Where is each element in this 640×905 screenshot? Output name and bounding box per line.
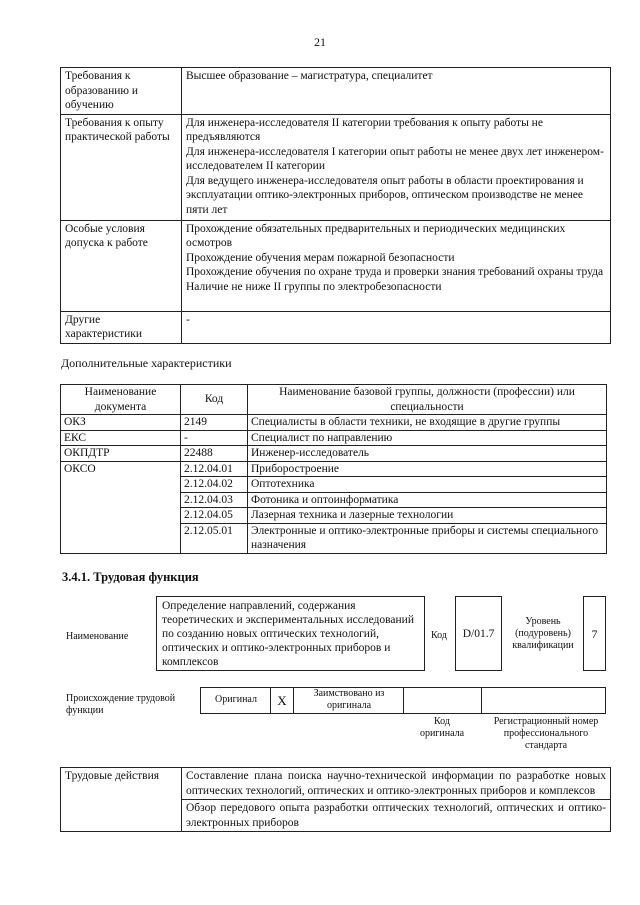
- reg-number-caption: Регистрационный номер профессионального стандарта: [493, 716, 599, 751]
- cell-document: ЕКС: [61, 430, 181, 446]
- code-label: Код: [431, 630, 447, 641]
- cell-name: Фотоника и оптоинформатика: [248, 492, 607, 508]
- table-row: [61, 430, 607, 446]
- table-row: [61, 68, 611, 115]
- actions-label: Трудовые действия: [61, 768, 182, 832]
- cell-code: 2.12.05.01: [181, 523, 248, 553]
- cell-code: 2.12.04.05: [181, 508, 248, 524]
- col-header-document: Наименование документа: [61, 385, 181, 415]
- table-row: [61, 415, 607, 431]
- row-value: [182, 68, 611, 115]
- original-mark: X: [270, 687, 294, 714]
- value-line: Для ведущего инженера-исследователя опыт работы в области проектирования и эксплуатации оптико-электронных приборов, оптическом производстве не менее пяти лет: [186, 174, 584, 216]
- value-line: Прохождение обязательных предварительных и периодических медицинских осмотров: [186, 222, 566, 249]
- original-label: Оригинал: [215, 694, 257, 705]
- col-header-code: Код: [181, 385, 248, 415]
- value-line: Наличие не ниже II группы по электробезопасности: [186, 280, 442, 293]
- level-label: Уровень (подуровень) квалификации: [512, 616, 574, 651]
- cell-name: Оптотехника: [248, 477, 607, 493]
- actions-table: [60, 767, 611, 832]
- row-label: Требования к опыту практической работы: [61, 114, 182, 220]
- name-label: Наименование: [66, 631, 129, 642]
- action-item: Обзор передового опыта разработки оптических технологий, оптических и оптико-электронных приборов: [182, 800, 611, 832]
- table-row: [61, 446, 607, 462]
- cell-code: -: [181, 430, 248, 446]
- cell-code: 2.12.04.01: [181, 461, 248, 477]
- cell-code: 2149: [181, 415, 248, 431]
- value-line: -: [186, 313, 190, 326]
- code-original-caption: Код оригинала: [419, 716, 465, 739]
- table-row: [61, 220, 611, 311]
- value-line: Для инженера-исследователя II категории требования к опыту работы не предъявляются: [186, 116, 543, 143]
- table-row: [61, 114, 611, 220]
- value-line: Прохождение обучения по охране труда и проверки знания требований охраны труда: [186, 266, 604, 278]
- cell-name: Специалист по направлению: [248, 430, 607, 446]
- code-value: D/01.7: [462, 628, 495, 640]
- function-name-value: Определение направлений, содержания теоретических и экспериментальных исследований по созданию новых оптических технологий, оптических и оптико-электронных приборов и комплексов: [162, 600, 414, 668]
- additional-table: [60, 384, 607, 554]
- cell-name: Электронные и оптико-электронные приборы и системы специального назначения: [248, 523, 607, 553]
- level-value: 7: [591, 627, 598, 641]
- cell-name: Специалисты в области техники, не входящие в другие группы: [248, 415, 607, 431]
- origin-label: Происхождение трудовой функции: [66, 693, 176, 716]
- value-line: Для инженера-исследователя I категории опыт работы не менее двух лет инженером-исследователем II категории: [186, 145, 604, 172]
- code-original-cell: [403, 687, 482, 714]
- table-row: [61, 461, 607, 477]
- requirements-table: [60, 67, 611, 344]
- additional-title: Дополнительные характеристики: [61, 356, 232, 370]
- value-line: Высшее образование – магистратура, специалитет: [186, 70, 433, 82]
- col-header-name: Наименование базовой группы, должности (профессии) или специальности: [248, 385, 607, 415]
- cell-document: ОКПДТР: [61, 446, 181, 462]
- section-title: 3.4.1. Трудовая функция: [62, 570, 199, 584]
- cell-document: ОКСО: [61, 461, 181, 553]
- cell-document: ОКЗ: [61, 415, 181, 431]
- cell-code: 2.12.04.03: [181, 492, 248, 508]
- function-name-box: [156, 596, 425, 671]
- row-label: Другие характеристики: [61, 311, 182, 343]
- cell-code: 2.12.04.02: [181, 477, 248, 493]
- value-line: Прохождение обучения мерам пожарной безопасности: [186, 251, 455, 264]
- code-box: [455, 596, 502, 671]
- page-number: 21: [314, 35, 326, 49]
- cell-code: 22488: [181, 446, 248, 462]
- table-row: [61, 311, 611, 343]
- borrowed-label: Заимствовано из оригинала: [313, 688, 385, 711]
- row-label: Требования к образованию и обучению: [61, 68, 182, 115]
- level-box: [583, 596, 606, 671]
- table-header-row: [61, 385, 607, 415]
- row-label: Особые условия допуска к работе: [61, 220, 182, 311]
- cell-name: Приборостроение: [248, 461, 607, 477]
- action-item: Составление плана поиска научно-технической информации по разработке новых оптических технологий, оптических и оптико-электронных приборов и комплексов: [182, 768, 611, 800]
- cell-name: Инженер-исследователь: [248, 446, 607, 462]
- row-value: [182, 311, 611, 343]
- row-value: [182, 114, 611, 220]
- table-row: [61, 768, 611, 800]
- row-value: [182, 220, 611, 311]
- cell-name: Лазерная техника и лазерные технологии: [248, 508, 607, 524]
